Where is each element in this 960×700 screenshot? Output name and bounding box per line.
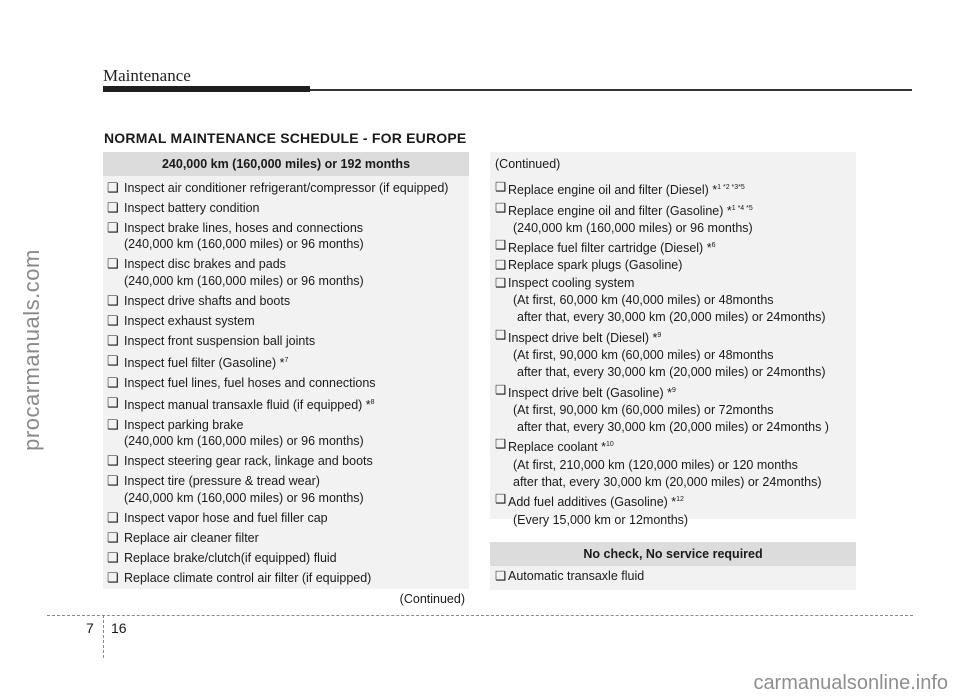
checkbox-icon: ❑ [107,312,119,328]
item-detail: (240,000 km (160,000 miles) or 96 months) [124,434,364,448]
panel-heading: 240,000 km (160,000 miles) or 192 months [103,152,469,176]
list-item: ❑ Automatic transaxle fluid [495,568,856,585]
bottom-watermark: carmanualsonline.info [753,672,948,694]
list-item: ❑ Replace engine oil and filter (Gasoline) *$^{1 *4 *5}$ [495,200,753,218]
item-detail: (240,000 km (160,000 miles) or 96 months) [124,237,364,251]
no-check-panel [490,542,856,590]
footnote-ref: 6 [711,242,716,250]
checkbox-icon: ❑ [107,529,119,545]
item-detail: (Every 15,000 km or 12months) [513,512,689,527]
list-item: ❑ Inspect air conditioner refrigerant/compressor (if equipped) [107,179,449,195]
list-item: ❑ Replace spark plugs (Gasoline) [495,257,856,274]
list-item: ❑ Inspect parking brake (240,000 km (160,000 miles) or 96 months) [107,417,469,450]
checkbox-icon: ❑ [107,453,119,468]
left-item-list [103,180,469,587]
list-item: ❑ Inspect fuel filter (Gasoline) *$^7$ [107,352,289,370]
checkbox-icon: ❑ [107,219,119,235]
item-detail: after that, every 30,000 km (20,000 miles) or 24months) [513,475,822,490]
checkbox-icon: ❑ [107,416,119,432]
left-watermark [0,0,44,700]
chapter-number: 7 [86,620,94,636]
item-detail: (At first, 60,000 km (40,000 miles) or 48months [513,293,774,308]
checkbox-icon: ❑ [107,179,119,195]
footnote-ref: 12 [676,496,684,504]
checkbox-icon: ❑ [107,199,119,215]
list-item: ❑ Replace fuel filter cartridge (Diesel) *$^6$ [495,238,716,256]
checkbox-icon: ❑ [107,394,119,410]
panel-heading: No check, No service required [490,542,856,566]
list-item: ❑ Add fuel additives (Gasoline) *$^{12}$ [495,492,684,510]
checkbox-icon: ❑ [107,256,119,271]
checkbox-icon: ❑ [495,275,507,290]
list-item: ❑ Replace climate control air filter (if equipped) [107,569,372,585]
checkbox-icon: ❑ [495,327,507,342]
item-detail: (240,000 km (160,000 miles) or 96 months) [124,273,364,288]
footer-vertical-divider [103,615,104,658]
checkbox-icon: ❑ [107,569,119,585]
footnote-ref: 9 [657,331,662,339]
list-item: ❑ Inspect steering gear rack, linkage and boots [107,453,373,468]
checkbox-icon: ❑ [495,382,507,397]
item-detail: after that, every 30,000 km (20,000 miles) or 24months) [517,365,826,380]
schedule-panel-240000 [103,152,469,606]
item-detail: (240,000 km (160,000 miles) or 96 months) [124,490,364,505]
checkbox-icon: ❑ [107,352,119,368]
checkbox-icon: ❑ [107,374,119,390]
checkbox-icon: ❑ [495,437,507,452]
checkbox-icon: ❑ [107,332,119,348]
list-item: ❑ Inspect exhaust system [107,312,255,328]
schedule-panel-continued [490,152,856,527]
checkbox-icon: ❑ [495,200,507,215]
list-item: ❑ Inspect drive belt (Gasoline) *$^9$ [495,382,676,400]
item-detail: (240,000 km (160,000 miles) or 96 months) [513,220,753,235]
header-title: Maintenance [103,66,191,85]
checkbox-icon: ❑ [495,258,507,273]
page-number: 16 [111,620,127,636]
checkbox-icon: ❑ [495,238,507,253]
list-item: ❑ Inspect tire (pressure & tread wear) (240,000 km (160,000 miles) or 96 months) [107,473,469,506]
list-item: ❑ Inspect disc brakes and pads (240,000 km (160,000 miles) or 96 months) [107,256,469,289]
item-detail: after that, every 30,000 km (20,000 miles) or 24months) [517,310,826,325]
list-item: ❑ Inspect brake lines, hoses and connections (240,000 km (160,000 miles) or 96 months) [107,220,469,253]
item-detail: (At first, 90,000 km (60,000 miles) or 72months [513,402,774,417]
checkbox-icon: ❑ [495,492,507,507]
item-detail: (At first, 210,000 km (120,000 miles) or 120 months [513,457,798,472]
footer-divider [47,615,913,616]
list-item: ❑ Inspect drive shafts and boots [107,292,291,308]
header-rule-thick [103,86,310,92]
footnote-ref: 7 [284,356,289,364]
checkbox-icon: ❑ [495,569,507,583]
left-watermark-text: procarmanuals.com [19,249,44,451]
footnote-ref: 9 [671,386,676,394]
list-item: ❑ Replace air cleaner filter [107,529,259,545]
footnote-ref: 8 [370,398,375,406]
section-title: NORMAL MAINTENANCE SCHEDULE - FOR EUROPE [104,130,467,146]
list-item: ❑ Inspect fuel lines, fuel hoses and connections [107,374,376,390]
list-item: ❑ Inspect cooling system [495,275,856,292]
list-item: ❑ Inspect manual transaxle fluid (if equipped) *$^8$ [107,394,375,412]
list-item: ❑ Inspect vapor hose and fuel filler cap [107,509,328,525]
list-item: ❑ Inspect battery condition [107,199,260,215]
item-detail: (At first, 90,000 km (60,000 miles) or 48months [513,347,774,362]
list-item: ❑ Inspect drive belt (Diesel) *$^9$ [495,327,662,345]
list-item: ❑ Replace engine oil and filter (Diesel) *$^{1 *2 *3*5}$ [495,180,745,198]
checkbox-icon: ❑ [107,509,119,525]
checkbox-icon: ❑ [107,473,119,488]
header-rule-thin [310,89,912,91]
list-item: ❑ Replace coolant *$^{10}$ [495,437,614,455]
continued-label: (Continued) [399,592,465,606]
checkbox-icon: ❑ [107,549,119,565]
item-detail: after that, every 30,000 km (20,000 miles) or 24months ) [517,420,829,435]
checkbox-icon: ❑ [495,180,507,195]
footnote-ref: 1 *4 *5 [731,204,753,212]
continued-label: (Continued) [495,157,561,171]
footnote-ref: 10 [605,441,614,449]
list-item: ❑ Inspect front suspension ball joints [107,332,316,348]
footnote-ref: 1 *2 *3*5 [717,184,745,192]
checkbox-icon: ❑ [107,292,119,308]
list-item: ❑ Replace brake/clutch(if equipped) fluid [107,549,337,565]
